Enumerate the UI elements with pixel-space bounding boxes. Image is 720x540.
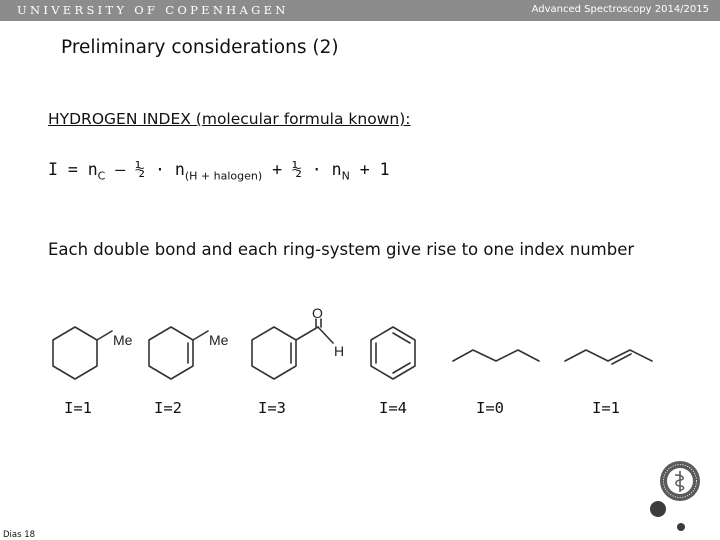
university-seal-icon	[650, 460, 710, 535]
methyl-label-2: Me	[209, 332, 229, 348]
hydrogen-label: H	[334, 343, 345, 359]
index-value-2: I=2	[154, 399, 182, 417]
formula-part-1: I = n	[48, 160, 98, 179]
molecule-pentene	[565, 350, 652, 364]
molecule-methylcyclohexene	[149, 327, 208, 379]
molecule-pentane	[453, 350, 539, 361]
index-value-4: I=4	[379, 399, 407, 417]
explanation-text: Each double bond and each ring-system give rise to one index number	[48, 240, 635, 259]
index-value-1: I=1	[64, 399, 92, 417]
index-value-5: I=0	[476, 399, 504, 417]
slide-number: Dias 18	[3, 530, 36, 540]
molecule-methylcyclohexane	[53, 327, 112, 379]
university-name: UNIVERSITY OF COPENHAGEN	[17, 3, 289, 17]
molecule-cyclohexene-carbaldehyde	[252, 319, 333, 379]
formula-sub-h-halogen: (H + halogen)	[184, 169, 263, 183]
index-value-6: I=1	[592, 399, 620, 417]
formula-part-4: + 1	[349, 160, 390, 179]
formula-sub-c: C	[97, 169, 106, 183]
formula-part-3: + ½ · n	[262, 160, 342, 179]
oxygen-label: O	[312, 305, 323, 321]
section-heading: HYDROGEN INDEX (molecular formula known):	[48, 110, 411, 128]
index-value-3: I=3	[258, 399, 286, 417]
course-title: Advanced Spectroscopy 2014/2015	[531, 4, 709, 15]
molecule-benzene	[371, 327, 415, 379]
formula-part-2: – ½ · n	[105, 160, 185, 179]
formula-sub-n: N	[341, 169, 350, 183]
slide-title: Preliminary considerations (2)	[61, 37, 339, 58]
methyl-label-1: Me	[113, 332, 133, 348]
